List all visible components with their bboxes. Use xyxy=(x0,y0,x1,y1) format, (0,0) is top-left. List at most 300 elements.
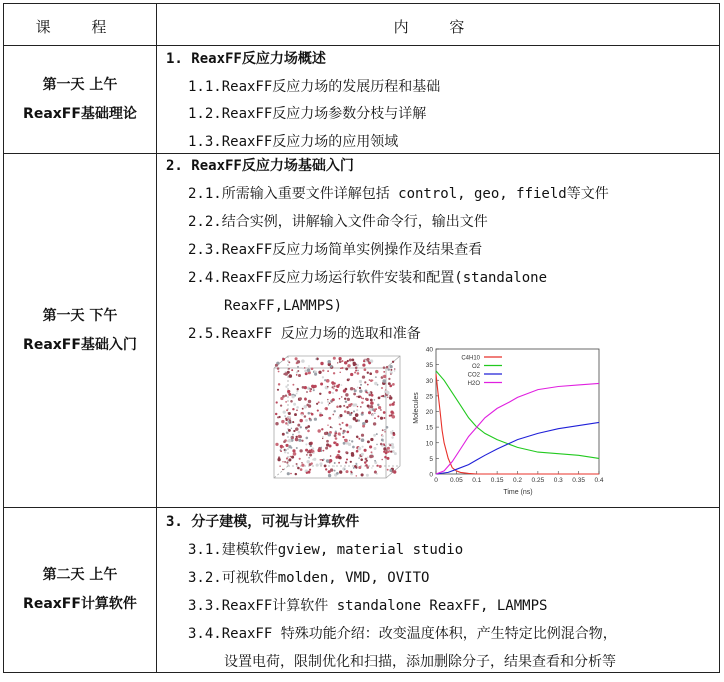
molecule-atom xyxy=(364,461,367,464)
molecule-atom xyxy=(333,410,335,412)
molecule-atom xyxy=(349,440,350,441)
molecule-atom xyxy=(320,383,323,386)
session-2-label xyxy=(4,154,156,507)
molecule-atom xyxy=(387,457,390,460)
molecule-atom xyxy=(298,374,301,377)
molecule-atom xyxy=(389,404,392,407)
molecule-atom xyxy=(323,450,325,452)
molecule-atom xyxy=(345,451,347,453)
molecule-atom xyxy=(327,399,328,400)
session-3-item-3: 3.3.ReaxFF计算软件 standalone ReaxFF, LAMMPS xyxy=(188,598,548,614)
molecule-atom xyxy=(315,358,317,360)
molecule-atom xyxy=(362,363,365,366)
molecule-atom xyxy=(365,391,367,393)
molecule-atom xyxy=(391,436,393,438)
molecule-atom xyxy=(351,403,353,405)
molecule-atom xyxy=(308,365,310,367)
molecule-atom xyxy=(367,404,370,407)
molecule-atom xyxy=(347,364,350,367)
session-2-item-2: 2.2.结合实例，讲解输入文件命令行，输出文件 xyxy=(188,214,488,230)
molecule-atom xyxy=(291,369,293,371)
molecule-atom xyxy=(394,370,396,372)
session-1-heading: 1. ReaxFF反应力场概述 xyxy=(166,51,326,67)
molecule-atom xyxy=(290,447,292,449)
molecule-atom xyxy=(377,415,379,417)
molecule-atom xyxy=(362,375,365,378)
molecule-atom xyxy=(355,463,357,465)
molecule-atom xyxy=(319,393,321,395)
molecule-atom xyxy=(331,386,333,388)
molecule-atom xyxy=(282,469,283,470)
molecule-atom xyxy=(299,449,302,452)
molecule-atom xyxy=(340,368,342,370)
molecule-atom xyxy=(356,435,359,438)
molecule-atom xyxy=(357,372,360,375)
molecule-atom xyxy=(354,389,357,392)
molecule-atom xyxy=(285,444,288,447)
molecule-atom xyxy=(330,468,333,471)
molecule-atom xyxy=(336,405,339,408)
molecule-atom xyxy=(311,385,314,388)
molecule-atom xyxy=(319,414,322,417)
molecule-atom xyxy=(371,467,372,468)
molecule-atom xyxy=(334,462,336,464)
molecule-atom xyxy=(316,464,319,467)
molecule-atom xyxy=(328,391,331,394)
molecule-atom xyxy=(305,419,308,422)
molecule-atom xyxy=(350,461,352,463)
chart-xtick-label: 0.35 xyxy=(572,477,585,484)
chart-xtick-label: 0.1 xyxy=(472,477,482,484)
molecule-atom xyxy=(282,433,285,436)
molecule-atom xyxy=(327,401,329,403)
molecule-atom xyxy=(328,417,331,420)
chart-legend-label: H2O xyxy=(467,380,480,387)
molecule-atom xyxy=(389,365,392,368)
molecule-atom xyxy=(286,457,288,459)
molecule-atom xyxy=(292,449,295,452)
chart-xtick-label: 0.25 xyxy=(531,477,545,484)
molecule-atom xyxy=(317,449,321,453)
molecule-atom xyxy=(349,359,352,362)
chart-xtick-label: 0.05 xyxy=(450,477,463,484)
molecule-atom xyxy=(285,386,287,388)
molecule-atom xyxy=(344,430,346,432)
molecule-atom xyxy=(352,446,355,449)
molecule-atom xyxy=(381,387,383,389)
molecule-atom xyxy=(368,362,371,365)
chart-legend-label: CO2 xyxy=(467,372,480,379)
molecule-atom xyxy=(329,462,331,464)
molecule-atom xyxy=(364,381,366,383)
molecule-atom xyxy=(374,460,376,462)
molecule-atom xyxy=(280,450,282,452)
molecule-atom xyxy=(288,393,291,396)
molecule-atom xyxy=(311,449,313,451)
molecule-atom xyxy=(310,388,312,390)
session-1-item-3: 1.3.ReaxFF反应力场的应用领域 xyxy=(188,134,399,150)
molecule-atom xyxy=(338,456,341,459)
molecule-atom xyxy=(333,382,335,384)
molecule-atom xyxy=(361,397,362,398)
molecule-atom xyxy=(335,389,338,392)
molecule-atom xyxy=(341,384,343,386)
molecule-atom xyxy=(309,418,311,420)
molecule-atom xyxy=(358,466,361,469)
molecule-atom xyxy=(327,386,329,388)
molecule-atom xyxy=(387,396,388,397)
molecule-atom xyxy=(339,405,342,408)
chart-xtick-label: 0.2 xyxy=(512,477,523,484)
molecule-atom xyxy=(340,428,342,430)
molecule-atom xyxy=(363,360,365,362)
molecule-atom xyxy=(284,372,288,376)
molecule-atom xyxy=(338,462,340,464)
chart-xtick-label: 0 xyxy=(434,477,438,484)
session-1-title: ReaxFF基础理论 xyxy=(23,105,137,122)
molecule-atom xyxy=(374,382,377,385)
molecule-atom xyxy=(366,358,369,361)
molecule-atom xyxy=(289,421,291,423)
session-1-day: 第一天 上午 xyxy=(42,76,118,93)
molecule-atom xyxy=(392,430,394,432)
molecule-atom xyxy=(389,469,392,472)
molecule-atom xyxy=(335,437,338,440)
molecule-atom xyxy=(321,428,323,430)
molecule-atom xyxy=(369,372,372,375)
molecule-atom xyxy=(286,432,288,434)
molecule-atom xyxy=(341,396,343,398)
molecule-atom xyxy=(383,375,386,378)
molecule-atom xyxy=(356,450,359,453)
molecule-atom xyxy=(305,443,307,445)
molecule-atom xyxy=(318,371,321,374)
chart-ytick-label: 15 xyxy=(425,424,433,432)
molecule-atom xyxy=(354,371,356,373)
molecule-atom xyxy=(292,421,294,423)
molecule-atom xyxy=(384,456,387,459)
molecule-atom xyxy=(280,397,283,400)
molecule-atom xyxy=(388,449,390,451)
molecule-atom xyxy=(291,456,294,459)
session-1-item-1: 1.1.ReaxFF反应力场的发展历程和基础 xyxy=(188,79,441,95)
molecule-atom xyxy=(288,439,292,443)
chart-ylabel: Molecules xyxy=(413,392,420,424)
molecule-atom xyxy=(389,444,391,446)
molecule-atom xyxy=(301,414,303,416)
molecule-atom xyxy=(318,401,320,403)
molecule-atom xyxy=(330,426,332,428)
molecule-atom xyxy=(365,458,368,461)
molecule-atom xyxy=(373,434,376,437)
molecule-atom xyxy=(309,469,311,471)
molecule-atom xyxy=(361,453,364,456)
molecule-atom xyxy=(296,393,298,395)
molecule-atom xyxy=(327,370,329,372)
molecule-atom xyxy=(275,413,277,415)
molecule-atom xyxy=(305,372,308,375)
molecule-atom xyxy=(331,401,333,403)
molecule-atom xyxy=(307,368,311,372)
molecule-atom xyxy=(384,431,386,433)
molecule-atom xyxy=(386,426,389,429)
molecule-atom xyxy=(322,438,323,439)
molecule-atom xyxy=(387,368,390,371)
molecule-atom xyxy=(284,451,286,453)
molecule-atom xyxy=(290,473,292,475)
molecule-atom xyxy=(345,401,347,403)
molecule-atom xyxy=(309,442,312,445)
header-course: 课 程 xyxy=(35,17,125,36)
molecule-atom xyxy=(353,363,356,366)
chart-legend-label: O2 xyxy=(471,363,480,370)
molecule-atom xyxy=(304,370,307,373)
species-time-chart xyxy=(406,346,606,498)
molecule-atom xyxy=(301,464,304,467)
molecule-atom xyxy=(326,408,328,410)
molecule-atom xyxy=(342,422,344,424)
molecule-atom xyxy=(361,412,363,414)
chart-xtick-label: 0.3 xyxy=(553,477,563,484)
molecule-atom xyxy=(386,391,390,395)
molecule-atom xyxy=(333,441,336,444)
session-2-item-3: 2.3.ReaxFF反应力场简单实例操作及结果查看 xyxy=(188,242,483,258)
molecule-atom xyxy=(374,413,375,414)
molecule-atom xyxy=(334,470,336,472)
molecule-atom xyxy=(297,424,300,427)
molecule-atom xyxy=(384,429,385,430)
molecule-atom xyxy=(334,434,337,437)
molecule-atom xyxy=(327,424,328,425)
molecule-atom xyxy=(321,447,323,449)
molecule-atom xyxy=(389,396,393,400)
molecule-atom xyxy=(339,423,341,425)
molecule-atom xyxy=(293,403,296,406)
chart-xtick-label: 0.4 xyxy=(594,477,604,484)
session-1-label xyxy=(4,46,156,153)
molecule-atom xyxy=(278,371,280,373)
molecule-atom xyxy=(381,459,383,461)
molecule-atom xyxy=(383,411,386,414)
molecule-atom xyxy=(299,397,302,400)
molecule-atom xyxy=(329,445,332,448)
molecule-atom xyxy=(348,443,351,446)
molecule-atom xyxy=(362,398,364,400)
molecule-atom xyxy=(329,402,331,404)
molecule-atom xyxy=(277,458,280,461)
molecule-atom xyxy=(306,472,308,474)
molecule-atom xyxy=(346,458,348,460)
molecule-atom xyxy=(313,389,315,391)
chart-xlabel: Time (ns) xyxy=(503,489,533,496)
molecule-atom xyxy=(287,472,290,475)
molecule-atom xyxy=(356,475,358,477)
chart-ytick-label: 35 xyxy=(425,362,433,370)
molecule-atom xyxy=(361,473,364,476)
molecule-atom xyxy=(388,378,390,380)
session-3-content xyxy=(157,508,719,672)
molecule-atom xyxy=(357,387,359,389)
molecule-atom xyxy=(379,465,382,468)
molecule-atom xyxy=(347,411,350,414)
molecule-atom xyxy=(283,410,286,413)
molecule-atom xyxy=(298,431,301,434)
molecule-atom xyxy=(373,422,376,425)
molecule-atom xyxy=(344,468,345,469)
molecule-atom xyxy=(364,368,367,371)
molecule-atom xyxy=(297,370,299,372)
molecule-atom xyxy=(326,459,329,462)
molecule-atom xyxy=(382,429,384,431)
molecule-atom xyxy=(321,402,324,405)
molecule-atom xyxy=(292,384,294,386)
session-3-heading: 3. 分子建模，可视与计算软件 xyxy=(166,514,360,530)
molecule-atom xyxy=(326,440,329,443)
molecule-atom xyxy=(367,457,369,459)
molecule-atom xyxy=(375,376,377,378)
molecule-atom xyxy=(330,455,332,457)
session-2-item-5: 2.5.ReaxFF 反应力场的选取和准备 xyxy=(188,326,421,342)
molecule-atom xyxy=(311,413,314,416)
molecule-atom xyxy=(361,434,364,437)
molecule-atom xyxy=(355,413,359,417)
molecule-atom xyxy=(342,436,344,438)
molecule-atom xyxy=(286,409,288,411)
molecule-atom xyxy=(358,419,360,421)
molecule-atom xyxy=(310,462,312,464)
molecule-atom xyxy=(358,447,362,451)
molecule-atom xyxy=(301,359,305,363)
molecule-atom xyxy=(360,384,362,386)
table-border-top xyxy=(3,3,720,4)
molecule-atom xyxy=(305,428,307,430)
molecule-atom xyxy=(296,406,299,409)
molecule-atom xyxy=(335,431,337,433)
molecule-atom xyxy=(356,396,358,398)
molecule-atom xyxy=(326,379,330,383)
molecule-atom xyxy=(339,359,341,361)
molecule-atom xyxy=(287,390,290,393)
molecule-atom xyxy=(392,361,394,363)
molecule-atom xyxy=(350,387,353,390)
molecule-atom xyxy=(292,408,294,410)
molecule-atom xyxy=(361,438,365,442)
molecule-atom xyxy=(371,451,373,453)
molecule-atom xyxy=(349,425,353,429)
molecule-atom xyxy=(343,442,346,445)
molecule-atom xyxy=(341,360,343,362)
molecule-atom xyxy=(313,458,316,461)
molecule-atom xyxy=(338,432,341,435)
molecule-atom xyxy=(362,425,365,428)
molecule-atom xyxy=(306,404,309,407)
molecule-atom xyxy=(275,422,278,425)
session-2-item-4: 2.4.ReaxFF反应力场运行软件安装和配置(standalone xyxy=(188,270,548,286)
molecule-atom xyxy=(345,388,348,391)
molecule-atom xyxy=(304,398,307,401)
molecule-atom xyxy=(376,433,378,435)
molecule-atom xyxy=(389,395,391,397)
molecule-atom xyxy=(372,380,374,382)
session-1-content xyxy=(157,46,719,153)
molecule-atom xyxy=(360,458,363,461)
molecule-atom xyxy=(334,385,336,387)
molecule-atom xyxy=(317,429,320,432)
molecule-atom xyxy=(304,415,307,418)
molecule-atom xyxy=(286,462,288,464)
molecule-atom xyxy=(280,404,282,406)
molecule-atom xyxy=(284,461,286,463)
molecule-atom xyxy=(370,399,373,402)
molecule-atom xyxy=(332,398,335,401)
molecule-atom xyxy=(319,462,322,465)
session-2-item-4-cont: ReaxFF,LAMMPS) xyxy=(224,298,343,314)
chart-ytick-label: 20 xyxy=(425,409,433,416)
molecule-atom xyxy=(391,446,394,449)
molecule-atom xyxy=(313,452,315,454)
molecule-atom xyxy=(359,380,362,383)
molecule-atom xyxy=(388,382,391,385)
session-1-item-2: 1.2.ReaxFF反应力场参数分枝与详解 xyxy=(188,106,427,122)
molecule-atom xyxy=(332,392,334,394)
molecule-atom xyxy=(295,427,299,431)
session-2-heading: 2. ReaxFF反应力场基础入门 xyxy=(166,158,354,174)
molecule-atom xyxy=(278,383,280,385)
molecule-atom xyxy=(369,445,372,448)
molecule-atom xyxy=(288,412,291,415)
molecule-atom xyxy=(297,467,300,470)
molecule-atom xyxy=(362,446,364,448)
header-content: 内 容 xyxy=(393,17,483,36)
molecule-atom xyxy=(378,397,381,400)
molecule-atom xyxy=(350,471,352,473)
molecule-atom xyxy=(353,467,355,469)
molecule-atom xyxy=(296,447,298,449)
molecule-atom xyxy=(333,465,335,467)
molecule-atom xyxy=(285,449,287,451)
molecule-atom xyxy=(328,433,332,437)
molecule-atom xyxy=(353,393,356,396)
molecule-atom xyxy=(322,436,324,438)
molecule-atom xyxy=(306,454,308,456)
molecule-atom xyxy=(325,447,328,450)
molecule-atom xyxy=(336,472,339,475)
molecule-atom xyxy=(295,436,297,438)
molecule-atom xyxy=(356,409,358,411)
molecule-atom xyxy=(390,373,392,375)
molecule-atom xyxy=(370,405,373,408)
molecule-atom xyxy=(300,468,303,471)
molecule-atom xyxy=(369,455,373,459)
molecule-atom xyxy=(309,388,311,390)
molecule-atom xyxy=(281,420,284,423)
molecule-atom xyxy=(375,370,378,373)
molecule-atom xyxy=(369,409,372,412)
molecule-atom xyxy=(346,431,349,434)
molecule-atom xyxy=(338,384,340,386)
molecule-atom xyxy=(308,400,311,403)
molecule-atom xyxy=(285,395,287,397)
molecule-atom xyxy=(290,400,293,403)
molecule-atom xyxy=(305,437,308,440)
molecule-atom xyxy=(295,357,298,360)
molecule-atom xyxy=(359,387,361,389)
molecule-atom xyxy=(304,405,307,408)
molecule-atom xyxy=(324,465,327,468)
molecule-atom xyxy=(289,374,293,378)
molecule-atom xyxy=(322,376,324,378)
molecule-atom xyxy=(293,452,297,456)
